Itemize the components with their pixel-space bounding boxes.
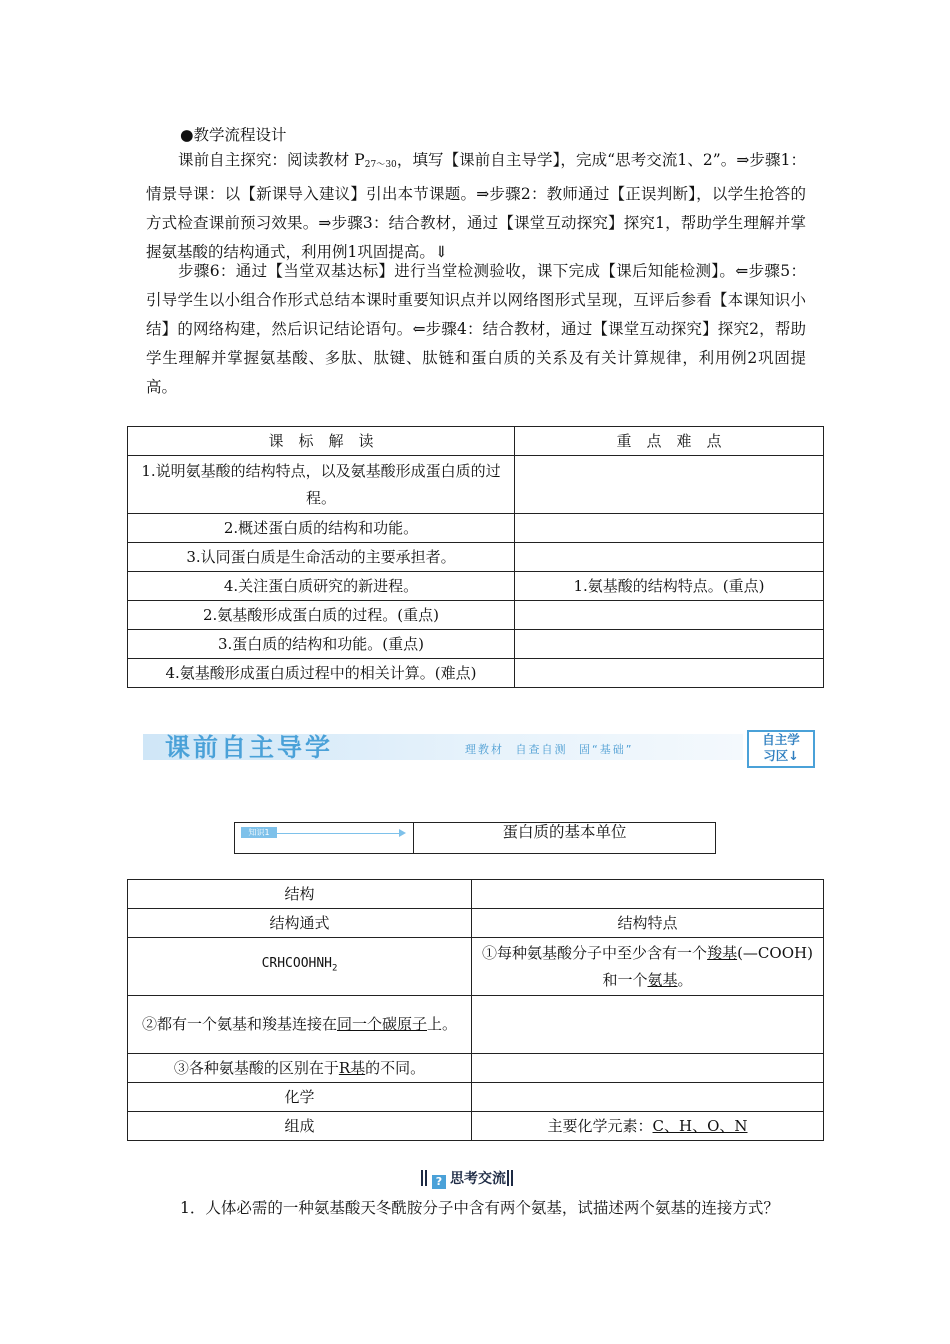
table-cell: 2.氨基酸形成蛋白质的过程。(重点) (128, 601, 515, 630)
feature1-answer-1: 羧基 (707, 943, 738, 962)
table-row (128, 1083, 824, 1112)
divider-bar-icon (421, 1170, 423, 1186)
table-header: 重 点 难 点 (515, 427, 824, 456)
table-row (128, 1112, 824, 1141)
table-row (128, 630, 824, 659)
table-row (128, 514, 824, 543)
table-cell (472, 996, 824, 1054)
table-cell (515, 456, 824, 514)
feature1-text-b: (—COOH)和一个 (602, 943, 813, 989)
table-cell (515, 630, 824, 659)
table-row (128, 456, 824, 514)
section-banner (143, 728, 815, 768)
table-cell (515, 659, 824, 688)
table-cell (472, 1083, 824, 1112)
curriculum-table (127, 426, 824, 688)
table-row (128, 909, 824, 938)
table-cell: 4.关注蛋白质研究的新进程。 (128, 572, 515, 601)
table-cell (515, 514, 824, 543)
table-cell: 结构特点 (472, 909, 824, 938)
banner-badge-line-2: 习区↓ (763, 748, 799, 763)
feature-cell-2 (128, 996, 472, 1054)
knowledge-point-box (234, 822, 716, 854)
composition-answer: C、H、O、N (652, 1116, 748, 1135)
knowledge-tag: 知识1 (241, 827, 277, 838)
feature1-text-c: 。 (677, 970, 693, 989)
flow-p1-text-b: ，填写【课前自主导学】，完成“思考交流1、2”。⇒步骤1：情景导课：以【新课导入建议】引出本节课题。⇒步骤2：教师通过【正误判断】，以学生抢答的方式检查课前预习效果。⇒步骤3：结合教材，通过【课堂互动探究】探究1，帮助学生理解并掌握氨基酸的结构通式，利用例1巩固提高。⇓ (146, 151, 807, 261)
knowledge-tag-cell (235, 823, 414, 853)
feature3-text-b: 的不同。 (365, 1058, 426, 1077)
table-cell: 组成 (128, 1112, 472, 1141)
table-cell (515, 543, 824, 572)
table-row (128, 938, 824, 996)
banner-badge-line-1: 自主学 (762, 732, 800, 747)
arrow-head-icon (399, 829, 406, 837)
table-cell: 1.氨基酸的结构特点。(重点) (515, 572, 824, 601)
table-row (128, 543, 824, 572)
table-cell: 3.认同蛋白质是生命活动的主要承担者。 (128, 543, 515, 572)
table-row (128, 659, 824, 688)
composition-text: 主要化学元素： (547, 1116, 653, 1135)
feature2-text-a: ②都有一个氨基和羧基连接在 (141, 1015, 337, 1033)
question-icon: ? (432, 1175, 446, 1189)
table-cell: 3.蛋白质的结构和功能。(重点) (128, 630, 515, 659)
table-cell: 结构通式 (128, 909, 472, 938)
table-row (128, 880, 824, 909)
feature1-answer-2: 氨基 (647, 970, 678, 989)
banner-subtitle: 理教材 自查自测 固“基础” (465, 743, 634, 756)
feature3-text-a: ③各种氨基酸的区别在于 (173, 1058, 339, 1077)
table-cell: 2.概述蛋白质的结构和功能。 (128, 514, 515, 543)
table-row (128, 601, 824, 630)
table-cell: 结构 (128, 880, 472, 909)
table-row (128, 572, 824, 601)
flow-paragraph-2: 步骤6：通过【当堂双基达标】进行当堂检测验收，课下完成【课后知能检测】。⇐步骤5：引导学生以小组合作形式总结本课时重要知识点并以网络图形式呈现，互评后参看【本课知识小结】的网络构建，然后识记结论语句。⇐步骤4：结合教材，通过【课堂互动探究】探究2，帮助学生理解并掌握氨基酸、多肽、肽键、肽链和蛋白质的关系及有关计算规律，利用例2巩固提高。 (146, 262, 806, 396)
flow-heading: ●教学流程设计 (180, 126, 287, 144)
table-header: 课 标 解 读 (128, 427, 515, 456)
table-cell (472, 1054, 824, 1083)
banner-title: 课前自主导学 (165, 733, 334, 762)
feature2-text-b: 上。 (427, 1015, 458, 1033)
think-discuss-label: 思考交流 (450, 1171, 506, 1187)
table-row (128, 1054, 824, 1083)
knowledge-title: 蛋白质的基本单位 (502, 823, 627, 841)
page-range-subscript: 27～30 (364, 160, 397, 170)
arrow-line-icon (275, 833, 401, 834)
feature1-text-a: ①每种氨基酸分子中至少含有一个 (482, 943, 708, 962)
formula-subscript: 2 (332, 963, 338, 974)
flow-paragraph-1 (146, 146, 806, 267)
question-1: 1．人体必需的一种氨基酸天冬酰胺分子中含有两个氨基，试描述两个氨基的连接方式？ (180, 1199, 779, 1217)
flow-p1-text-a: 课前自主探究：阅读教材 P (178, 151, 365, 169)
table-row (128, 996, 824, 1054)
table-cell: 1.说明氨基酸的结构特点，以及氨基酸形成蛋白质的过程。 (128, 456, 515, 514)
table-header-row (128, 427, 824, 456)
think-discuss-header (420, 1168, 514, 1189)
structural-formula: CRHCOOHNH (261, 956, 333, 972)
table-cell (472, 880, 824, 909)
banner-badge (747, 730, 815, 768)
divider-bar-icon (425, 1170, 427, 1186)
structural-formula-cell (128, 938, 472, 996)
feature2-answer: 同一个碳原子 (336, 1015, 427, 1033)
divider-bar-icon (507, 1170, 509, 1186)
feature-cell-3 (128, 1054, 472, 1083)
amino-acid-table (127, 879, 824, 1141)
feature3-answer: R基 (338, 1058, 366, 1077)
divider-bar-icon (511, 1170, 513, 1186)
feature-cell-1 (472, 938, 824, 996)
composition-cell (472, 1112, 824, 1141)
table-cell: 4.氨基酸形成蛋白质过程中的相关计算。(难点) (128, 659, 515, 688)
table-cell (515, 601, 824, 630)
table-cell: 化学 (128, 1083, 472, 1112)
